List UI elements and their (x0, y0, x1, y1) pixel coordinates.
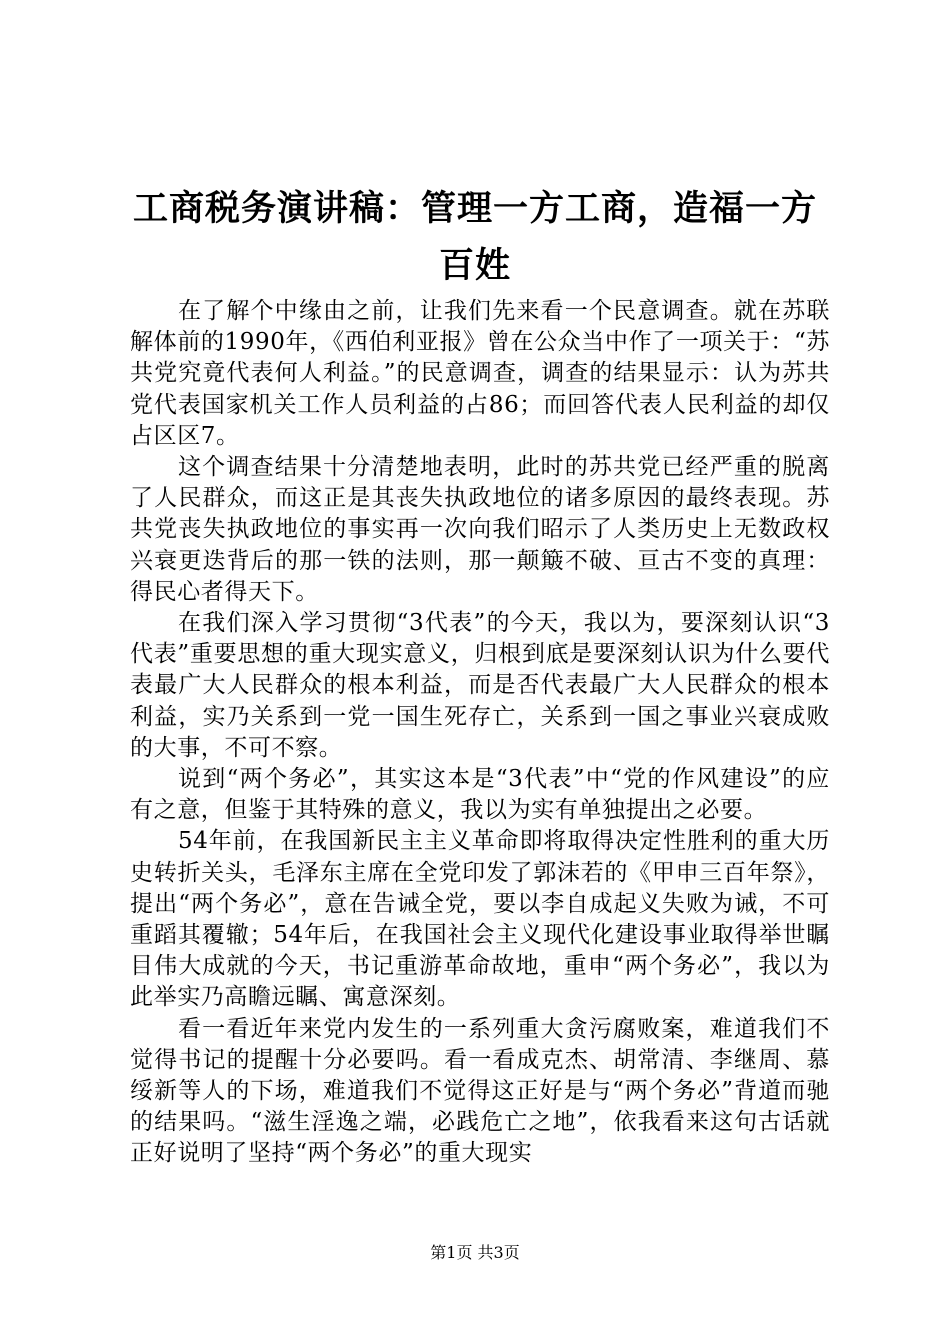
document-body (130, 296, 830, 1170)
page-number-footer: 第1页 共3页 (430, 1243, 520, 1262)
paragraph: 这个调查结果十分清楚地表明，此时的苏共党已经严重的脱离了人民群众，而这正是其丧失执政地位的诸多原因的最终表现。苏共党丧失执政地位的事实再一次向我们昭示了人类历史上无数政权兴衰更迭背后的那一铁的法则，那一颠簸不破、亘古不变的真理：得民心者得天下。 (130, 454, 830, 605)
paragraph: 看一看近年来党内发生的一系列重大贪污腐败案，难道我们不觉得书记的提醒十分必要吗。看一看成克杰、胡常清、李继周、慕绥新等人的下场，难道我们不觉得这正好是与“两个务必”背道而驰的结果吗。“滋生淫逸之端，必践危亡之地”，依我看来这句古话就正好说明了坚持“两个务必”的重大现实 (130, 1015, 830, 1167)
paragraph: 54年前，在我国新民主主义革命即将取得决定性胜利的重大历史转折关头，毛泽东主席在全党印发了郭沫若的《甲申三百年祭》，提出“两个务必”，意在告诫全党，要以李自成起义失败为诫，不可重蹈其覆辙；54年后，在我国社会主义现代化建设事业取得举世瞩目伟大成就的今天，书记重游革命故地，重申“两个务必”，我以为此举实乃高瞻远瞩、寓意深刻。 (130, 828, 830, 1011)
paragraph: 在了解个中缘由之前，让我们先来看一个民意调查。就在苏联解体前的1990年，《西伯利亚报》曾在公众当中作了一项关于：“苏共党究竟代表何人利益。”的民意调查，调查的结果显示：认为苏共党代表国家机关工作人员利益的占86；而回答代表人民利益的却仅占区区7。 (130, 298, 830, 449)
paragraph: 在我们深入学习贯彻“3代表”的今天，我以为，要深刻认识“3代表”重要思想的重大现实意义，归根到底是要深刻认识为什么要代表最广大人民群众的根本利益，而是否代表最广大人民群众的根本利益，实乃关系到一党一国生死存亡，关系到一国之事业兴衰成败的大事，不可不察。 (130, 610, 830, 761)
paragraph: 说到“两个务必”，其实这本是“3代表”中“党的作风建设”的应有之意，但鉴于其特殊的意义，我以为实有单独提出之必要。 (130, 766, 830, 824)
document-title: 工商税务演讲稿：管理一方工商，造福一方百姓 (132, 188, 817, 286)
